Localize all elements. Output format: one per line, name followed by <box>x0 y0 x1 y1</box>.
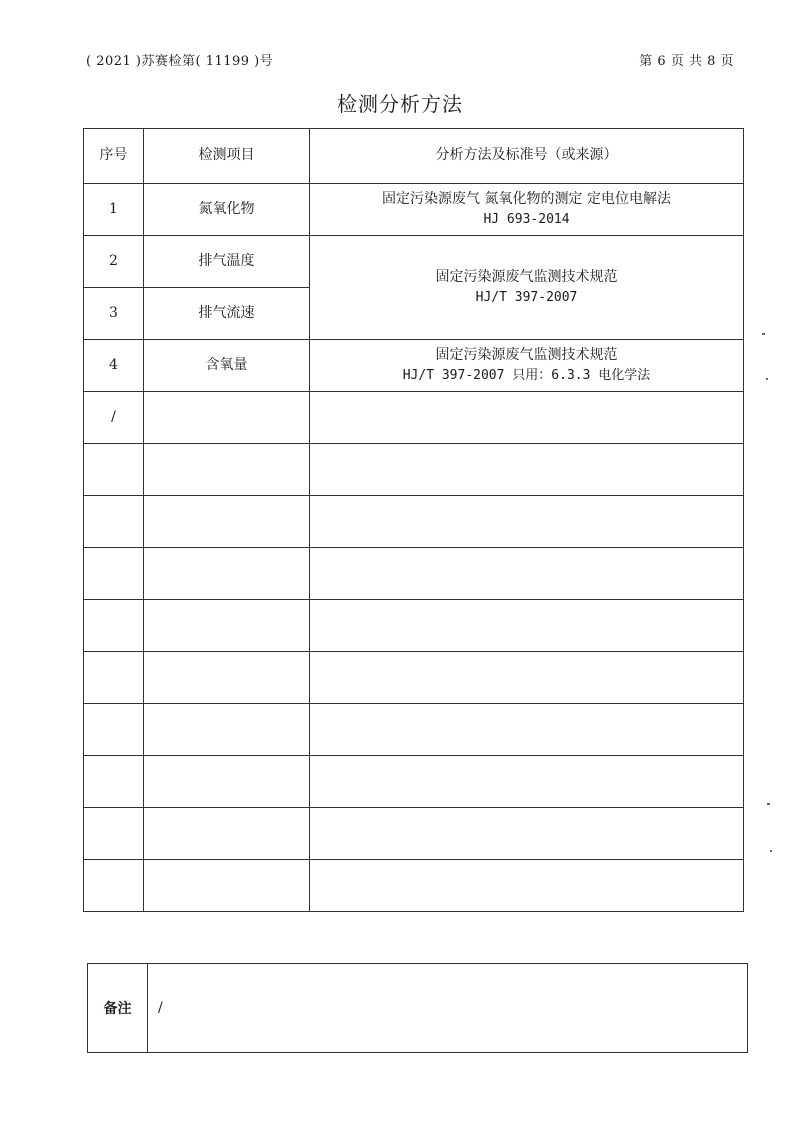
empty-row <box>84 808 744 860</box>
empty-cell <box>84 808 144 860</box>
empty-row <box>84 548 744 600</box>
page-title: 检测分析方法 <box>337 92 463 116</box>
row-number: 3 <box>84 288 144 340</box>
method-line: 固定污染源废气 氮氧化物的测定 定电位电解法 <box>382 190 671 207</box>
row-item: 含氧量 <box>144 340 310 392</box>
row-method <box>310 340 744 392</box>
remarks-table <box>87 963 748 1053</box>
table-row <box>84 184 744 236</box>
remarks-label: 备注 <box>88 964 148 1053</box>
row-method <box>310 392 744 444</box>
empty-row <box>84 444 744 496</box>
empty-row <box>84 756 744 808</box>
empty-cell <box>310 652 744 704</box>
empty-cell <box>310 496 744 548</box>
empty-cell <box>84 704 144 756</box>
col-header-item: 检测项目 <box>144 129 310 184</box>
empty-cell <box>144 808 310 860</box>
table-row <box>84 340 744 392</box>
row-number: / <box>84 392 144 444</box>
report-number: ( 2021 )苏赛检第( 11199 )号 <box>86 54 274 69</box>
empty-cell <box>144 652 310 704</box>
empty-row <box>84 496 744 548</box>
row-item: 氮氧化物 <box>144 184 310 236</box>
empty-row <box>84 652 744 704</box>
empty-cell <box>144 548 310 600</box>
method-standard: HJ 693-2014 <box>483 212 570 228</box>
table-row <box>84 392 744 444</box>
row-item <box>144 392 310 444</box>
row-item: 排气温度 <box>144 236 310 288</box>
method-standard: HJ/T 397-2007 只用：6.3.3 电化学法 <box>402 368 651 384</box>
empty-cell <box>310 600 744 652</box>
empty-cell <box>144 496 310 548</box>
method-line: 固定污染源废气监测技术规范 <box>435 346 618 363</box>
scan-speck <box>767 803 770 805</box>
empty-cell <box>310 860 744 912</box>
scan-speck <box>766 378 768 380</box>
method-line: 固定污染源废气监测技术规范 <box>435 268 618 285</box>
empty-cell <box>84 600 144 652</box>
empty-cell <box>84 444 144 496</box>
empty-cell <box>84 496 144 548</box>
scan-speck <box>770 850 772 852</box>
empty-cell <box>310 704 744 756</box>
empty-row <box>84 600 744 652</box>
empty-cell <box>310 444 744 496</box>
table-row <box>84 236 744 288</box>
row-item: 排气流速 <box>144 288 310 340</box>
empty-cell <box>144 600 310 652</box>
row-number: 2 <box>84 236 144 288</box>
row-number: 4 <box>84 340 144 392</box>
scan-speck <box>762 333 765 335</box>
empty-cell <box>84 860 144 912</box>
methods-table <box>83 128 744 912</box>
empty-cell <box>84 548 144 600</box>
empty-cell <box>144 860 310 912</box>
row-method <box>310 184 744 236</box>
remarks-row <box>88 964 748 1053</box>
method-standard: HJ/T 397-2007 <box>475 290 578 306</box>
remarks-text: / <box>148 964 748 1053</box>
empty-cell <box>310 548 744 600</box>
empty-row <box>84 860 744 912</box>
empty-cell <box>310 756 744 808</box>
empty-row <box>84 704 744 756</box>
table-header-row <box>84 129 744 184</box>
empty-cell <box>84 756 144 808</box>
empty-cell <box>144 444 310 496</box>
empty-cell <box>310 808 744 860</box>
page-info: 第 6 页 共 8 页 <box>639 54 734 69</box>
empty-cell <box>84 652 144 704</box>
empty-cell <box>144 756 310 808</box>
row-method <box>310 236 744 340</box>
empty-cell <box>144 704 310 756</box>
row-number: 1 <box>84 184 144 236</box>
col-header-no: 序号 <box>84 129 144 184</box>
col-header-method: 分析方法及标准号（或来源） <box>310 129 744 184</box>
